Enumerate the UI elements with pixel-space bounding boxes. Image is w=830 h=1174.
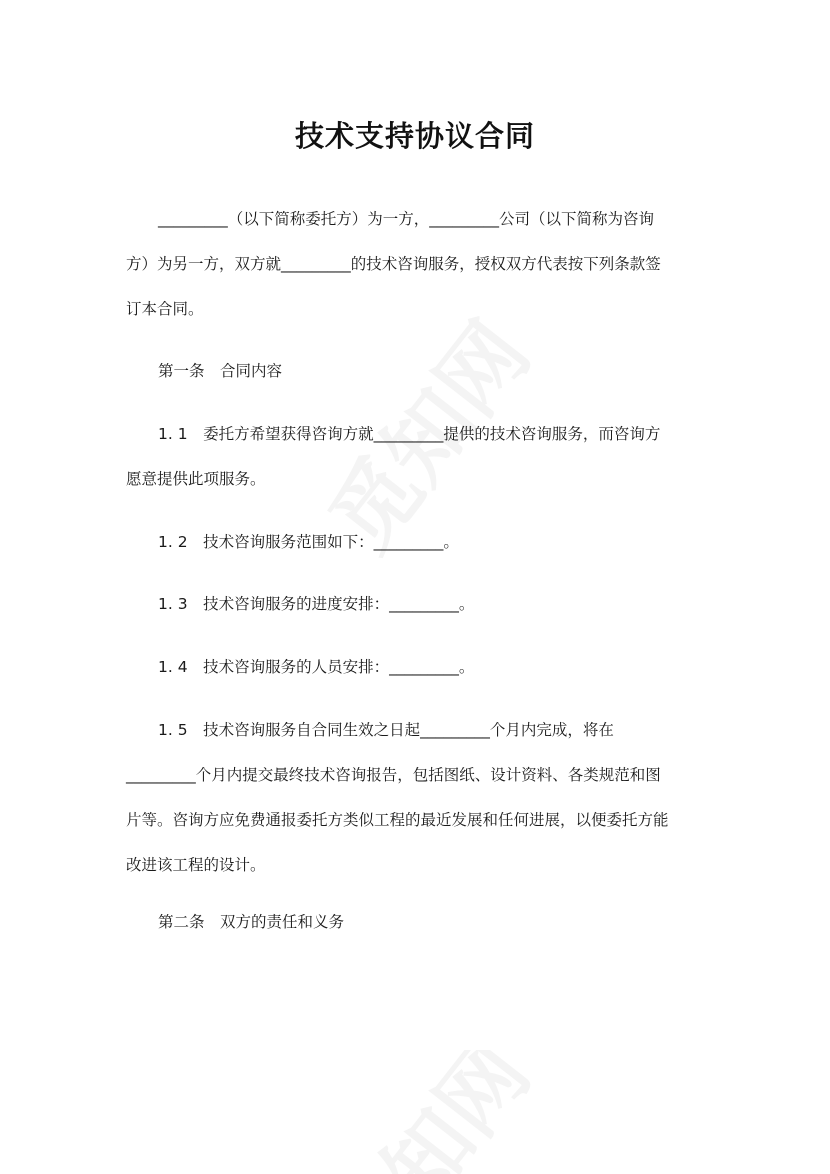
- clause-1-2: [126, 520, 716, 565]
- clause-1-5-line-1: 1. 5 技术咨询服务自合同生效之日起_________个月内完成，将在: [158, 721, 614, 739]
- clause-1-5-line-2: _________个月内提交最终技术咨询报告，包括图纸、设计资料、各类规范和图: [126, 766, 661, 784]
- clause-1-3: [126, 582, 716, 627]
- clause-1-5: [126, 708, 716, 888]
- clause-1-4-text: 1. 4 技术咨询服务的人员安排：_________。: [158, 658, 475, 676]
- intro-line-3: 订本合同。: [126, 300, 204, 318]
- document-title: 技术支持协议合同: [294, 119, 535, 153]
- clause-1-1: [126, 412, 716, 502]
- intro-line-1: _________（以下简称委托方）为一方，_________公司（以下简称为咨询: [158, 210, 655, 228]
- article-2-heading: [126, 900, 716, 945]
- watermark-bottom: [255, 1050, 615, 1174]
- article-2-heading-text: 第二条 双方的责任和义务: [158, 913, 345, 931]
- clause-1-3-text: 1. 3 技术咨询服务的进度安排：_________。: [158, 595, 475, 613]
- clause-1-5-line-4: 改进该工程的设计。: [126, 856, 266, 874]
- intro-line-2: 方）为另一方，双方就_________的技术咨询服务，授权双方代表按下列条款签: [126, 255, 661, 273]
- clause-1-5-line-3: 片等。咨询方应免费通报委托方类似工程的最近发展和任何进展，以便委托方能: [126, 811, 669, 829]
- intro-paragraph: [126, 197, 716, 332]
- clause-1-4: [126, 645, 716, 690]
- watermark-text-bottom: [296, 1050, 553, 1174]
- clause-1-1-line-1: 1. 1 委托方希望获得咨询方就_________提供的技术咨询服务，而咨询方: [158, 425, 661, 443]
- clause-1-1-line-2: 愿意提供此项服务。: [126, 470, 266, 488]
- article-1-heading: [126, 349, 716, 394]
- article-1-heading-text: 第一条 合同内容: [158, 362, 283, 380]
- clause-1-2-text: 1. 2 技术咨询服务范围如下：_________。: [158, 533, 459, 551]
